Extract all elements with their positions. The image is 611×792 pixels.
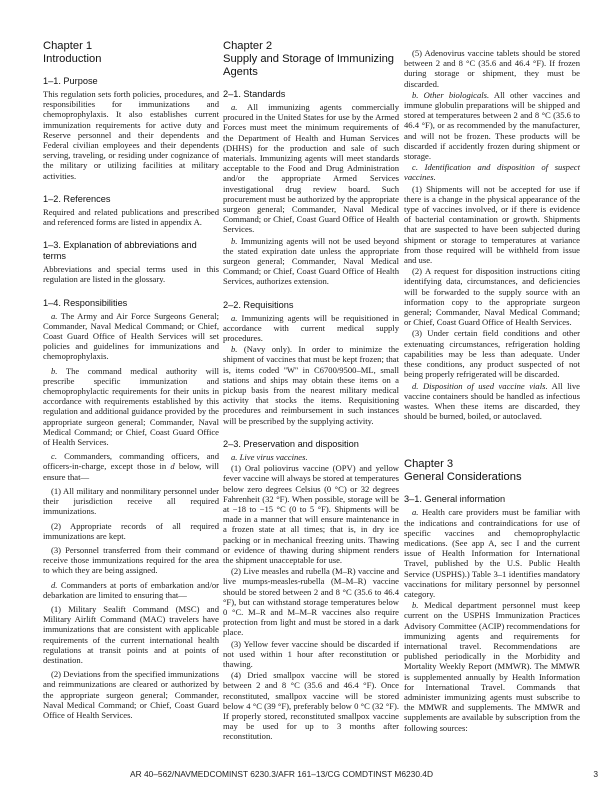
section-2-1-title: 2–1. Standards <box>223 89 286 99</box>
para-3-1-b: b. Medical department personnel must keep current on the USPHS Immunization Practices Advisory Committee (ACIP) recommendations for immunizing agents and requirements for international travel. Recommendations are published periodically in the Morbidity and Mortality Weekly Report (MMWR). The MMWR is supplemented annually by Health Information for International Travel. Commands that administer immunizing agents must subscribe to the MMWR and supplements. The MMWR and supplements are available by subscription from the following sources: <box>404 600 580 733</box>
footer-document-ids: AR 40–562/NAVMEDCOMINST 6230.3/AFR 161–13/CG COMDTINST M6230.4D <box>130 769 434 779</box>
para-1-4-d-2: (2) Deviations from the specified immunizations and reimmunizations are cleared or authorized by the appropriate surgeon general; Commander, Naval Medical Command; or Chief, Coast Guard Office of Health Services. <box>43 669 219 720</box>
section-2-2-title: 2–2. Requisitions <box>223 299 294 310</box>
page-number: 3 <box>593 769 598 779</box>
para-2-3-a-1: (1) Oral poliovirus vaccine (OPV) and yellow fever vaccine will always be stored at temperatures below zero degrees Celsius (0 °C) or 32 degrees Fahrenheit (32 °F). When possible, storage will be at −18 to −15 °C (0 to 5 °F). Shipments will be made in a manner that will ensure maintenance in a frozen state at all times; that is, in dry ice packing or in mechanical freezing units. Thawing or evidence of thawing during shipment renders the shipment unacceptable for use. <box>223 463 399 565</box>
para-2-1-a: a. All immunizing agents commercially procured in the United States for use by the Armed Forces must meet the minimum requirements of the Department of Health and Human Services (DHHS) for the production and sale of such materials. Immunizing agents will meet standards acceptable to the Food and Drug Administration and/or the appropriate Armed Services investigational drug review board. Such procurement must be authorized by the appropriate surgeon general; Commander, Naval Medical Command; or Chief, Coast Guard Office of Health Services. <box>223 102 399 235</box>
para-1-4-a: a. The Army and Air Force Surgeons General; Commander, Naval Medical Command; or Chief, Coast Guard Office of Health Services will set policies and guidelines for immunizations and chemoprophylaxis. <box>43 310 219 362</box>
para-1-4-c-2: (2) Appropriate records of all required immunizations are kept. <box>43 520 219 541</box>
section-1-1-title: 1–1. Purpose <box>43 76 98 86</box>
para-2-3-c-3: (3) Under certain field conditions and other extenuating circumstances, refrigeration holding capabilities may be less than adequate. Under these conditions, any product suspected of not being properly refrigerated will be discarded. <box>404 328 580 380</box>
para-2-3-a-5: (5) Adenovirus vaccine tablets should be stored between 2 and 8 °C (35.6 and 46.4 °F). If frozen during storage or shipment, they must be discarded. <box>404 48 580 89</box>
chapter-3-title: General Considerations <box>404 471 522 484</box>
para-1-4-c: c. Commanders, commanding officers, and officers-in-charge, except those in d below, will ensure that— <box>43 451 219 482</box>
chapter-2-heading <box>223 40 399 79</box>
chapter-1-heading <box>43 40 219 66</box>
para-2-3-a-3: (3) Yellow fever vaccine should be discarded if not used within 1 hour after reconstitution or thawing. <box>223 638 399 669</box>
section-1-4-title: 1–4. Responsibilities <box>43 297 128 308</box>
chapter-3-label: Chapter 3 <box>404 458 454 471</box>
para-1-4-d-1: (1) Military Sealift Command (MSC) and Military Airlift Command (MAC) travelers have immunizations that are consistent with applicable requirements of the current international health regulations at transit points and at points of destination. <box>43 603 219 665</box>
para-2-3-c: c. Identification and disposition of suspect vaccines. <box>404 162 580 183</box>
section-1-3-title: 1–3. Explanation of abbreviations and terms <box>43 240 197 262</box>
column-3 <box>404 48 580 734</box>
chapter-2-title: Supply and Storage of Immunizing Agents <box>223 53 395 78</box>
section-1-3-text: Abbreviations and special terms used in this regulation are listed in the glossary. <box>43 264 219 285</box>
column-2 <box>223 40 399 743</box>
section-1-2-title: 1–2. References <box>43 193 111 204</box>
section-2-3-title: 2–3. Preservation and disposition <box>223 438 359 449</box>
para-1-4-c-1: (1) All military and nonmilitary personnel under their jurisdiction receive all required immunizations. <box>43 485 219 517</box>
chapter-2-label: Chapter 2 <box>223 40 273 52</box>
para-2-3-b: b. Other biologicals. All other vaccines and immune globulin preparations will be shipped and stored at temperatures between 2 and 8 °C (35.6 to 46.4 °F), or as recommended by the manufacturer, and will not be frozen. These products will be discarded if accidently frozen during shipment or storage. <box>404 89 580 162</box>
para-2-3-d: d. Disposition of used vaccine vials. All live vaccine containers should be handled as infectious wastes. When these items are discarded, they should be burned, boiled, or autoclaved. <box>404 380 580 422</box>
para-2-3-a-4: (4) Dried smallpox vaccine will be stored between 2 and 8 °C (35.6 and 46.4 °F). Once reconstituted, smallpox vaccine will be stored below 4 °C (39 °F), preferably below 0 °C (32 °F). If properly stored, reconstituted smallpox vaccine may be used for up to 3 months after reconstitution. <box>223 670 399 742</box>
para-2-2-a: a. Immunizing agents will be requisitioned in accordance with current medical supply procedures. <box>223 312 399 344</box>
para-2-1-b: b. Immunizing agents will not be used beyond the stated expiration date unless the appropriate surgeon general; Commander, Naval Medical Command; or Chief, Coast Guard Office of Health Services, authorizes extension. <box>223 235 399 287</box>
para-1-4-b: b. The command medical authority will prescribe specific immunization and chemoprophylactic requirements for their units in accordance with requirements established by this regulation and additional guidance provided by the appropriate surgeon general; Commander, Naval Medical Command; or Chief, Coast Guard Office of Health Services. <box>43 365 219 448</box>
section-1-2-text: Required and related publications and prescribed and referenced forms are listed in appendix A. <box>43 206 219 228</box>
para-3-1-a: a. Health care providers must be familiar with the indications and contraindications for use of specific vaccines and chemoprophylactic medications. (See app A, sec I and the current issue of Health Information for International Travel, published by the U.S. Public Health Service (USPHS).) Table 3–1 identifies mandatory vaccinations for military personnel by personnel category. <box>404 507 580 599</box>
para-2-3-a-2: (2) Live measles and rubella (M–R) vaccine and live mumps-measles-rubella (M–M–R) vaccine should be stored between 2 and 8 °C (35.6 to 46.4 °F), but can withstand storage temperatures below 0 °C. M–R and M–M–R vaccines also require protection from light and must be stored in a dark place. <box>223 566 399 638</box>
section-1-1-text: This regulation sets forth policies, procedures, and responsibilities for immunizations and chemoprophylaxis. It also establishes current immunization requirements for active duty and Reserve personnel and their dependents and Federal civilian employees and their dependents serving, traveling, or residing under cognizance of the military or utilizing facilities at military activities. <box>43 89 219 181</box>
chapter-1-label: Chapter 1 <box>43 40 93 52</box>
para-1-4-c-3: (3) Personnel transferred from their command receive those immunizations required for the area to which they are being assigned. <box>43 544 219 576</box>
section-3-1-title: 3–1. General information <box>404 494 506 505</box>
page-footer <box>130 769 598 779</box>
para-2-3-c-1: (1) Shipments will not be accepted for use if there is a change in the physical appearance of the type of vaccines involved, or if there is evidence of bacterial contamination or growth. Shipments that are suspected to have been subjected during shipment or storage to temperatures at variance from those required will be withheld from issue and use. <box>404 183 580 266</box>
para-2-3-c-2: (2) A request for disposition instructions citing identifying data, circumstances, and deficiencies will be forwarded to the supply source with an information copy to the appropriate surgeon general; Commander, Naval Medical Command; or Chief, Coast Guard Office of Health Services. <box>404 266 580 328</box>
para-2-3-a: a. Live virus vaccines. <box>231 451 308 462</box>
column-1 <box>43 40 219 724</box>
chapter-1-title: Introduction <box>43 53 102 65</box>
para-1-4-d: d. Commanders at ports of embarkation and/or debarkation are limited to ensuring that— <box>43 579 219 600</box>
chapter-3-heading <box>404 458 580 484</box>
para-2-2-b: b. (Navy only). In order to minimize the shipment of vaccines that must be kept frozen; that is, items coded ''W'' in C6700/9500–ML, small stations and ships may obtain these items on a pickup basis from the nearest military medical activity that stocks the items. Requisitioning procedures and reimbursement in such instances will be prescribed by the supplying activity. <box>223 344 399 426</box>
